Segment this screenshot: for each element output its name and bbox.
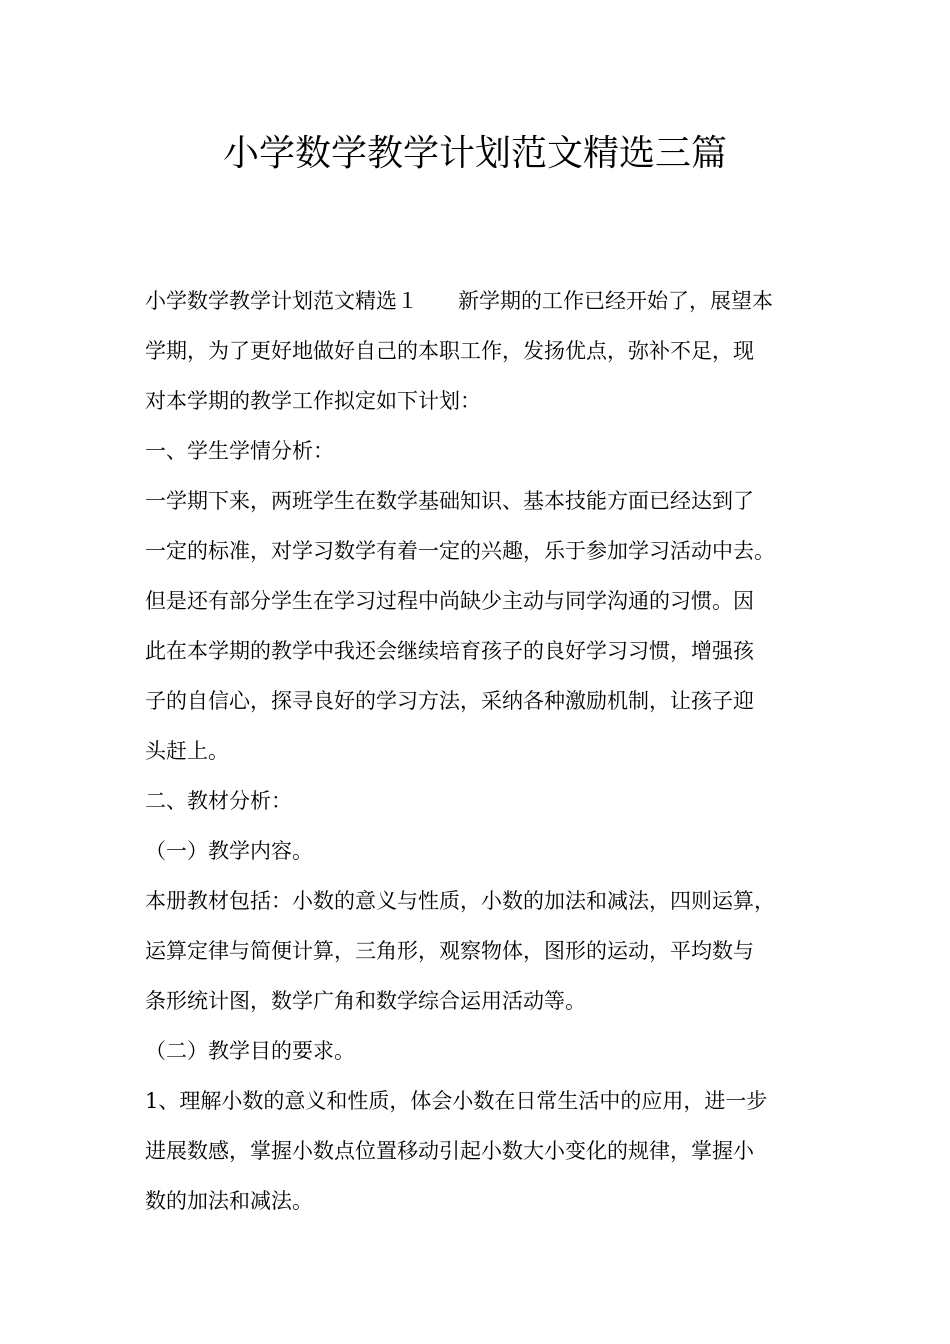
text-line-13: 本册教材包括：小数的意义与性质，小数的加法和减法，四则运算， <box>145 889 775 913</box>
text-line-6: 一定的标准，对学习数学有着一定的兴趣，乐于参加学习活动中去。 <box>145 539 775 563</box>
text-line-17: 1、理解小数的意义和性质，体会小数在日常生活中的应用，进一步 <box>145 1089 768 1113</box>
text-line-3: 对本学期的教学工作拟定如下计划： <box>145 389 481 413</box>
text-line-7: 但是还有部分学生在学习过程中尚缺少主动与同学沟通的习惯。因 <box>145 589 754 613</box>
text-line-1 <box>145 286 773 316</box>
text-line-10: 头赶上。 <box>145 739 229 763</box>
section-heading-2: 二、教材分析： <box>145 789 292 813</box>
text-line-1-continuation: 新学期的工作已经开始了，展望本 <box>458 289 773 313</box>
text-line-15: 条形统计图，数学广角和数学综合运用活动等。 <box>145 989 586 1013</box>
text-line-9: 子的自信心，探寻良好的学习方法，采纳各种激励机制，让孩子迎 <box>145 689 754 713</box>
text-line-2: 学期，为了更好地做好自己的本职工作，发扬优点，弥补不足，现 <box>145 339 754 363</box>
subsection-heading-1: （一）教学内容。 <box>145 839 313 863</box>
text-line-5: 一学期下来，两班学生在数学基础知识、基本技能方面已经达到了 <box>145 489 754 513</box>
text-line-8: 此在本学期的教学中我还会继续培育孩子的良好学习习惯，增强孩 <box>145 639 754 663</box>
text-line-14: 运算定律与简便计算，三角形，观察物体，图形的运动，平均数与 <box>145 939 754 963</box>
section-heading-1: 一、学生学情分析： <box>145 439 334 463</box>
subsection-heading-2: （二）教学目的要求。 <box>145 1039 355 1063</box>
section-heading-inline: 小学数学教学计划范文精选１ <box>145 289 418 313</box>
text-line-19: 数的加法和减法。 <box>145 1189 313 1213</box>
text-line-18: 进展数感，掌握小数点位置移动引起小数大小变化的规律，掌握小 <box>145 1139 754 1163</box>
document-title: 小学数学教学计划范文精选三篇 <box>222 133 727 174</box>
